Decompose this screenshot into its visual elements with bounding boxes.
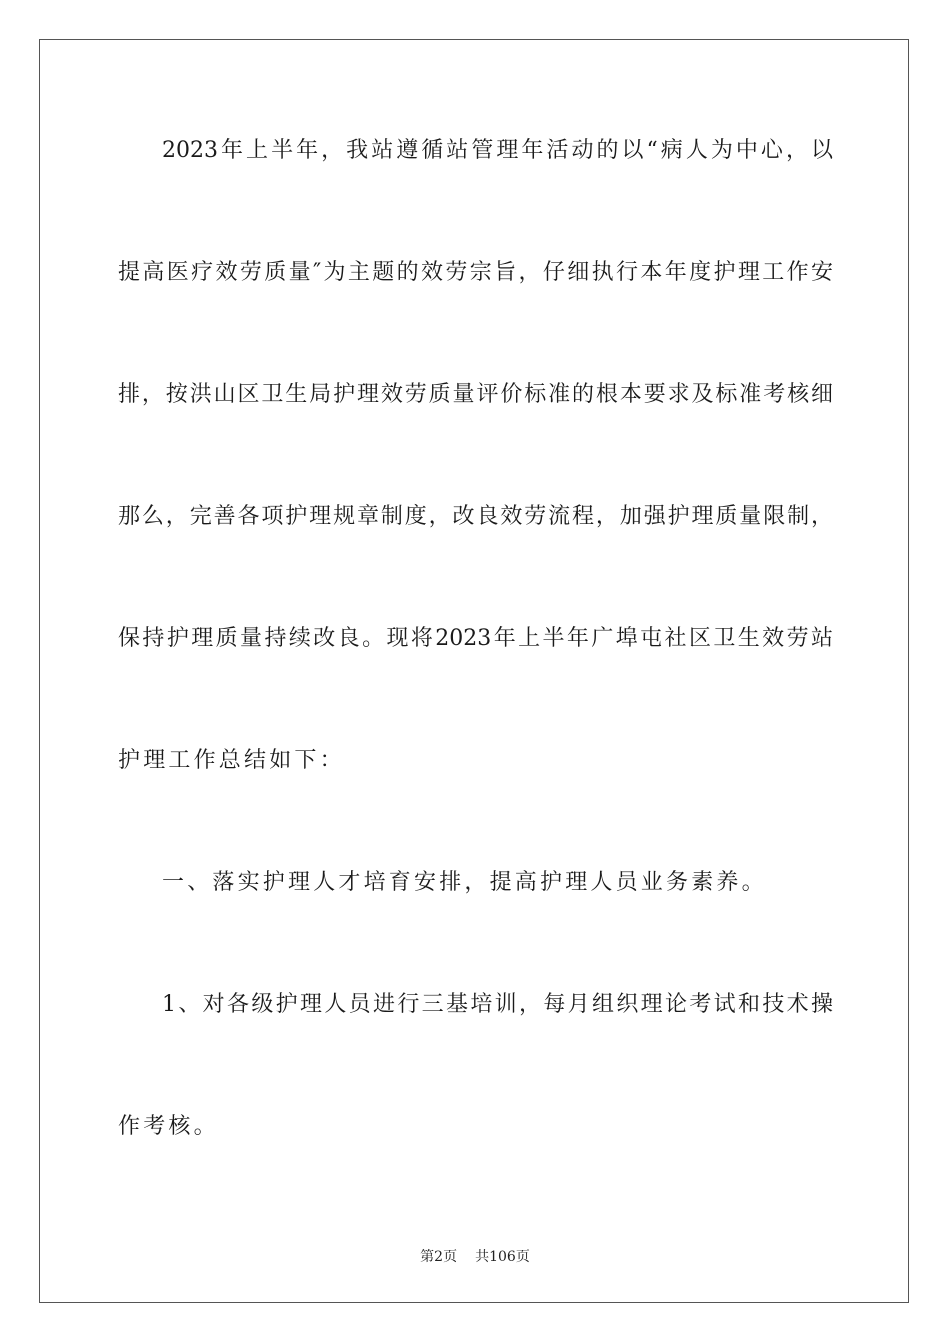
- paragraph-line-4: 那么，完善各项护理规章制度，改良效劳流程，加强护理质量限制，: [118, 504, 833, 529]
- paragraph-line-5: 保持护理质量持续改良。现将2023年上半年广埠屯社区卫生效劳站: [118, 626, 833, 651]
- section-heading-1: 一、落实护理人才培育安排，提高护理人员业务素养。: [162, 870, 767, 895]
- page-footer: [0, 1248, 950, 1266]
- paragraph-line-3: 排，按洪山区卫生局护理效劳质量评价标准的根本要求及标准考核细: [118, 382, 833, 407]
- paragraph-line-1: 2023年上半年，我站遵循站管理年活动的以“病人为中心，以: [162, 138, 833, 163]
- paragraph-line-6: 护理工作总结如下：: [118, 748, 345, 773]
- list-item-line-2: 作考核。: [118, 1114, 219, 1139]
- page-total: 共106页: [475, 1249, 530, 1265]
- paragraph-line-2: 提高医疗效劳质量″为主题的效劳宗旨，仔细执行本年度护理工作安: [118, 260, 833, 285]
- list-item-line-1: 1、对各级护理人员进行三基培训，每月组织理论考试和技术操: [162, 992, 833, 1017]
- page-number: 第2页: [420, 1249, 458, 1265]
